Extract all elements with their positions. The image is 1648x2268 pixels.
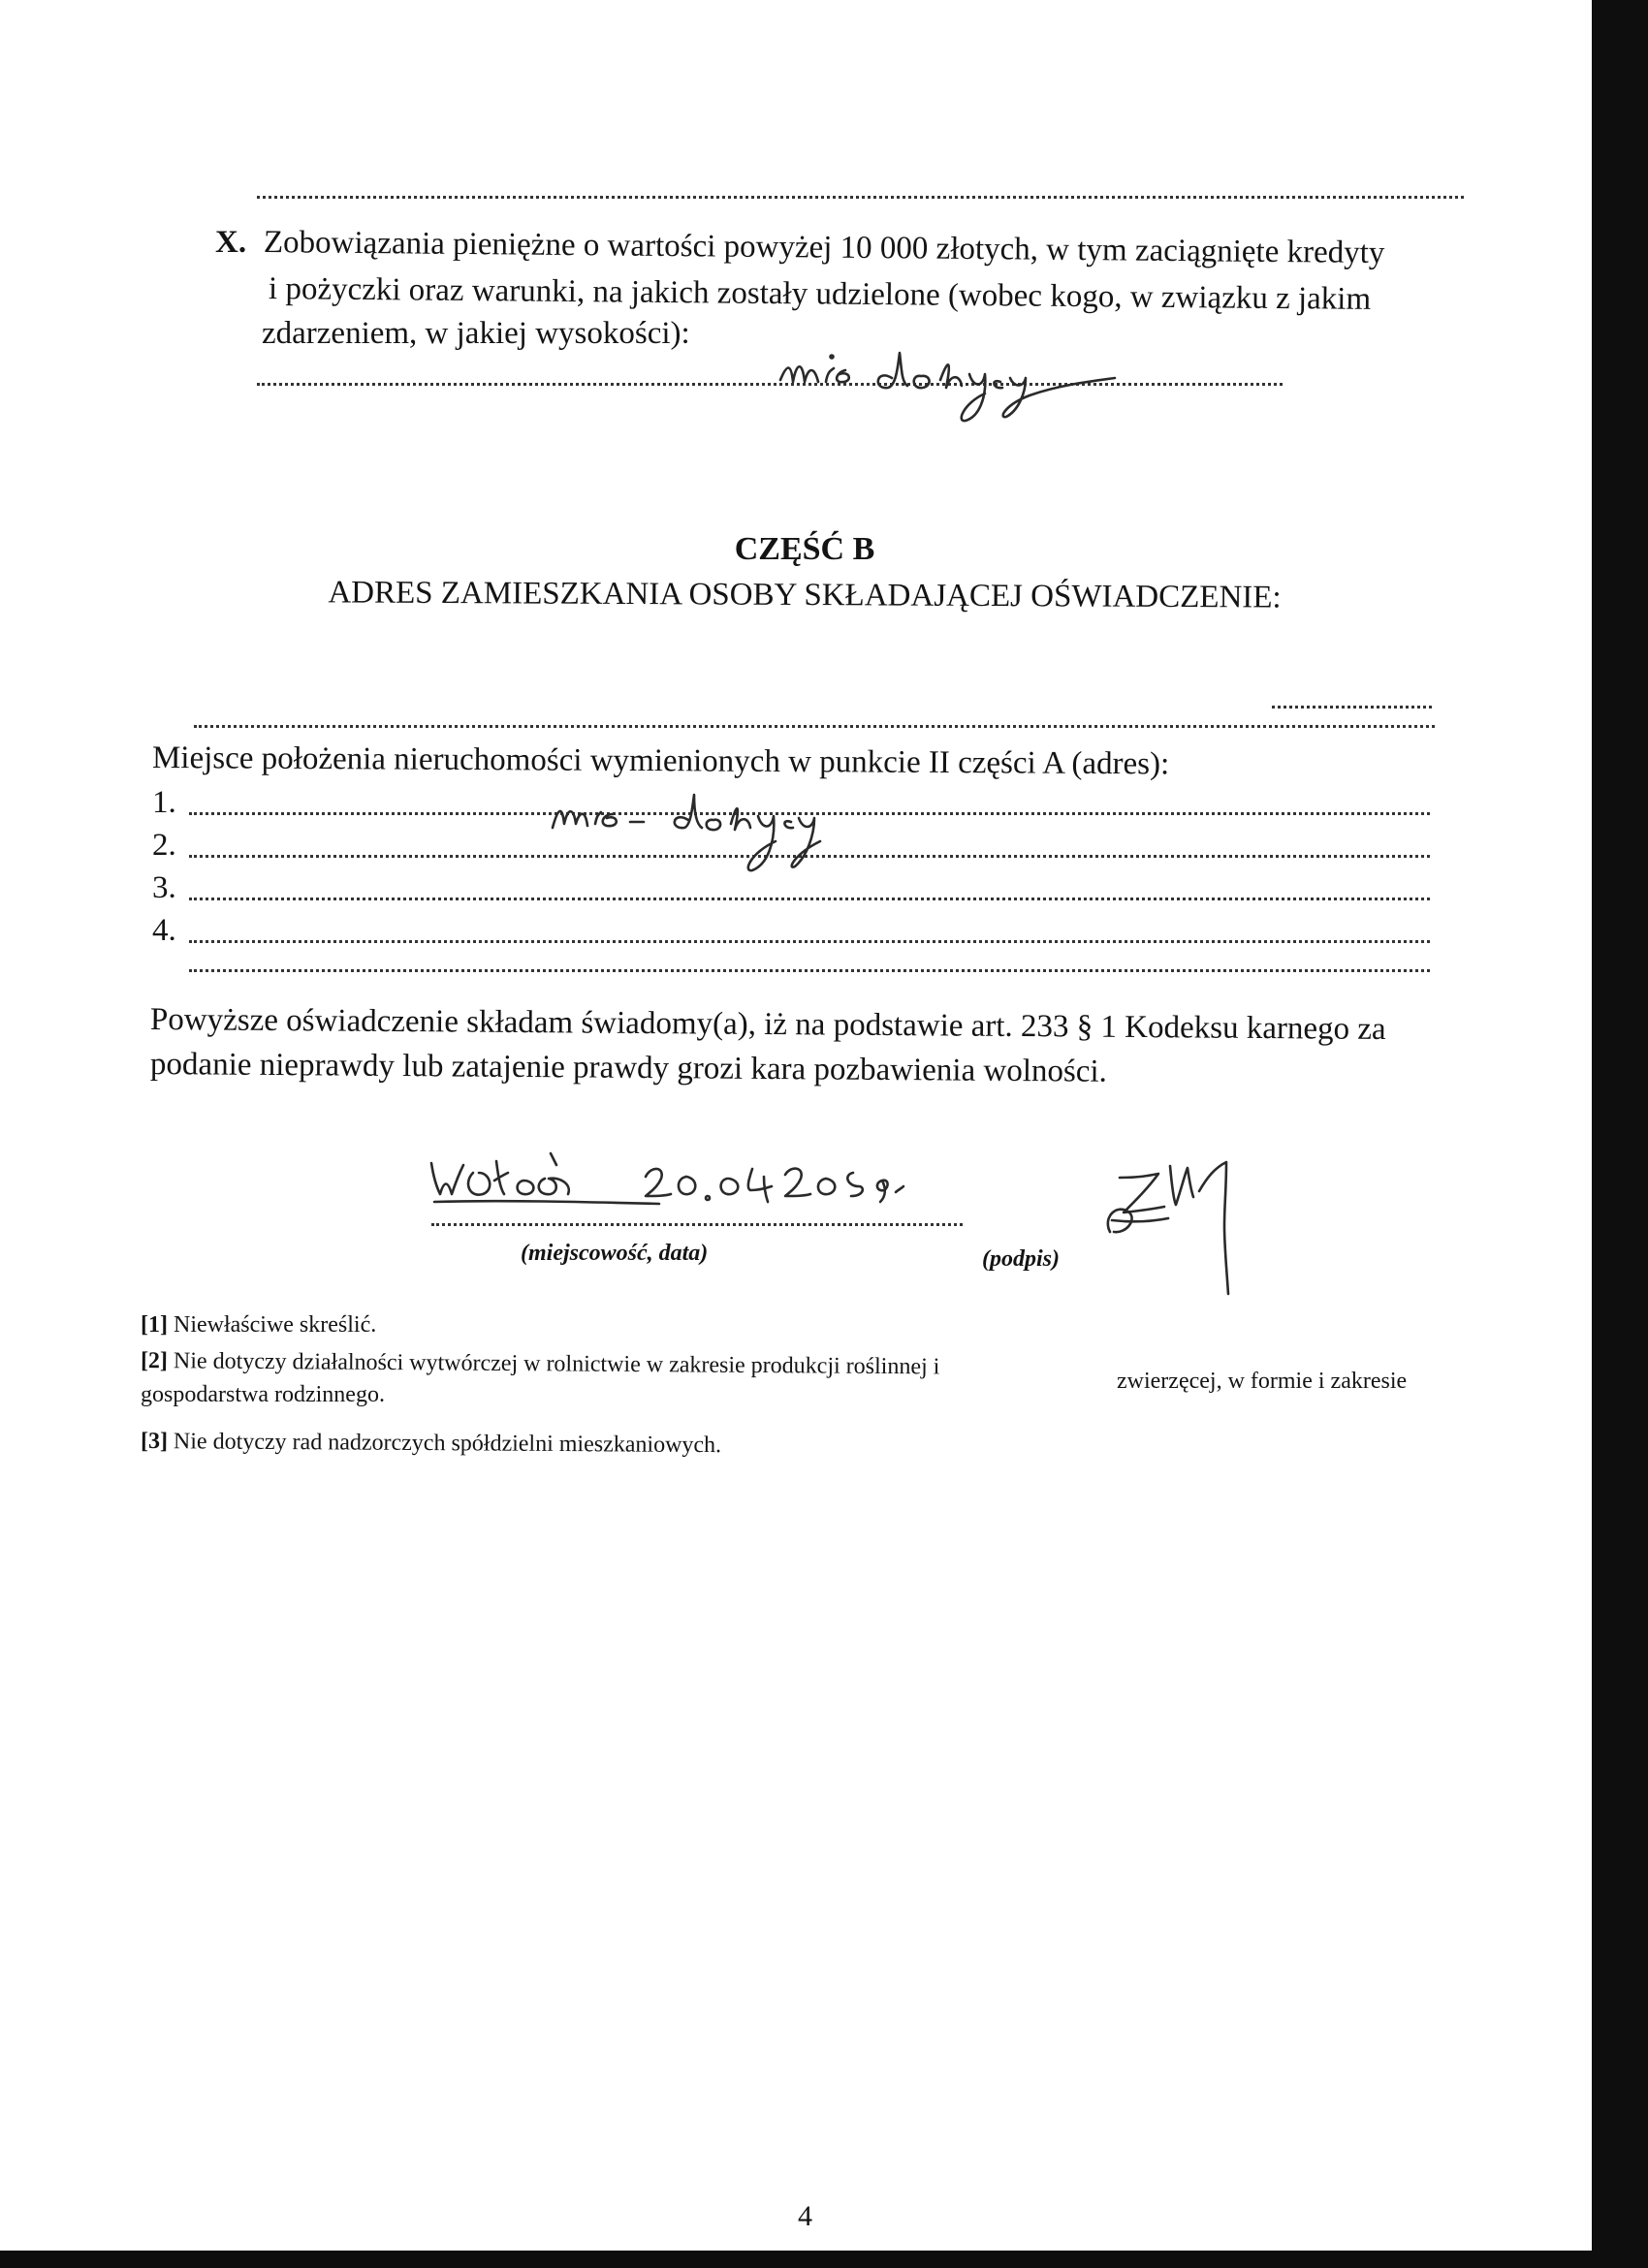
place-date-caption: (miejscowość, data) xyxy=(521,1241,709,1266)
property-item-3: 3. xyxy=(152,870,176,905)
signature-caption: (podpis) xyxy=(982,1246,1060,1272)
footnote-2-text-b: zwierzęcej, w formie i zakresie xyxy=(1117,1369,1408,1394)
property-item-3-line xyxy=(189,898,1430,900)
footnote-1-text: Niewłaściwe skreślić. xyxy=(173,1312,377,1338)
footnote-3 xyxy=(141,1428,721,1459)
property-item-4: 4. xyxy=(152,913,176,948)
dotted-line xyxy=(194,725,1435,728)
place-date-dotted-line xyxy=(431,1223,963,1226)
property-item-2: 2. xyxy=(152,828,176,863)
scan-edge-bottom xyxy=(0,2251,1648,2268)
footnote-1 xyxy=(141,1311,376,1339)
section-x-line-2: i pożyczki oraz warunki, na jakich zostały udzielone (wobec kogo, w związku z jakim xyxy=(268,271,1372,317)
section-x-line-3: zdarzeniem, w jakiej wysokości): xyxy=(262,316,690,351)
handwritten-property-nie-dotyczy xyxy=(543,785,911,892)
section-x-line-1: Zobowiązania pieniężne o wartości powyżej 10 000 złotych, w tym zaciągnięte kredyty xyxy=(263,225,1385,271)
footnote-2-text-c: gospodarstwa rodzinnego. xyxy=(141,1382,385,1407)
part-b-title: CZĘŚĆ B xyxy=(734,531,875,567)
section-marker: X. xyxy=(215,225,247,260)
footnote-2-ref: [2] xyxy=(140,1348,169,1374)
property-item-4-line xyxy=(189,940,1430,943)
footnote-1-ref: [1] xyxy=(141,1312,168,1338)
dotted-line xyxy=(189,969,1430,972)
handwritten-answer-nie-dotyczy xyxy=(776,339,1125,426)
handwritten-signature xyxy=(1091,1149,1265,1304)
dotted-line xyxy=(1272,706,1432,709)
footnote-2 xyxy=(141,1347,940,1380)
part-b-subtitle: ADRES ZAMIESZKANIA OSOBY SKŁADAJĄCEJ OŚWIADCZENIE: xyxy=(328,575,1282,615)
page-number: 4 xyxy=(798,2200,812,2232)
footnote-2-text-a: Nie dotyczy działalności wytwórczej w rolnictwie w zakresie produkcji roślinnej i xyxy=(173,1348,940,1380)
footnote-3-ref: [3] xyxy=(140,1429,169,1455)
dotted-line xyxy=(257,196,1464,199)
scan-edge-right xyxy=(1592,0,1648,2268)
declaration-line-1: Powyższe oświadczenie składam świadomy(a), iż na podstawie art. 233 § 1 Kodeksu karnego za xyxy=(149,1002,1386,1048)
property-item-1: 1. xyxy=(152,785,176,820)
declaration-line-2: podanie nieprawdy lub zatajenie prawdy grozi kara pozbawienia wolności. xyxy=(149,1047,1107,1089)
answer-dotted-line xyxy=(257,383,1283,386)
footnote-3-text: Nie dotyczy rad nadzorczych spółdzielni mieszkaniowych. xyxy=(173,1429,722,1459)
handwritten-place-and-date xyxy=(427,1144,1008,1231)
property-location-label: Miejsce położenia nieruchomości wymienionych w punkcie II części A (adres): xyxy=(151,740,1170,782)
